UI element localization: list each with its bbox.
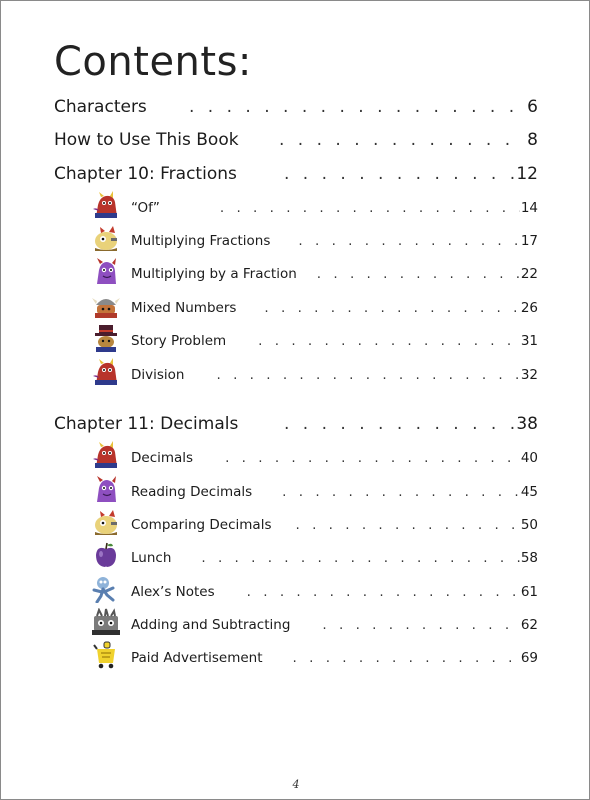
toc-label: “Of” — [131, 200, 160, 216]
purple-apple-icon — [91, 541, 121, 569]
toc-label: Story Problem — [131, 333, 227, 349]
dot-leader — [225, 450, 520, 469]
toc-subentry[interactable] — [91, 641, 538, 669]
dot-leader — [295, 517, 520, 536]
toc-label: Multiplying by a Fraction — [131, 266, 297, 282]
toc-subentry[interactable] — [91, 475, 538, 503]
toc-entry-how-to-use[interactable] — [54, 126, 538, 150]
toc-label: Mixed Numbers — [131, 300, 237, 316]
toc-subentry[interactable] — [91, 441, 538, 469]
toc-label: Characters — [54, 97, 147, 117]
dot-leader — [282, 484, 520, 503]
toc-page-number: 38 — [516, 414, 538, 434]
toc-label: Decimals — [131, 450, 194, 466]
viking-helmet-icon — [91, 291, 121, 319]
toc-page-number: 32 — [520, 367, 538, 383]
toc-label: Reading Decimals — [131, 484, 253, 500]
toc-page-number: 17 — [520, 233, 538, 249]
toc-page-number: 62 — [520, 617, 538, 633]
dot-leader — [322, 617, 520, 636]
toc-page-number: 31 — [520, 333, 538, 349]
dot-leader — [284, 164, 516, 184]
toc-label: Adding and Subtracting — [131, 617, 291, 633]
red-monster-icon — [91, 191, 121, 219]
toc-page-number: 40 — [520, 450, 538, 466]
blue-robot-icon — [91, 575, 121, 603]
gray-machine-icon — [91, 608, 121, 636]
dot-leader — [298, 233, 520, 252]
toc-entry-characters[interactable] — [54, 93, 538, 117]
toc-subentry[interactable] — [91, 541, 538, 569]
page-title: Contents: — [54, 39, 252, 85]
dot-leader — [189, 97, 518, 117]
toc-page-number: 26 — [520, 300, 538, 316]
yellow-creature-icon — [91, 224, 121, 252]
toc-subentry[interactable] — [91, 324, 538, 352]
toc-label: Chapter 11: Decimals — [54, 414, 239, 434]
toc-page-number: 22 — [520, 266, 538, 282]
dot-leader — [217, 367, 521, 386]
dot-leader — [293, 650, 520, 669]
toc-page-number: 69 — [520, 650, 538, 666]
toc-label: Multiplying Fractions — [131, 233, 271, 249]
toc-entry-chapter-11[interactable] — [54, 410, 538, 434]
toc-subentry[interactable] — [91, 291, 538, 319]
dot-leader — [279, 130, 518, 150]
toc-subentry[interactable] — [91, 358, 538, 386]
toc-page-number: 58 — [520, 550, 538, 566]
red-monster-icon — [91, 441, 121, 469]
hatted-character-icon — [91, 324, 121, 352]
dot-leader — [258, 333, 520, 352]
toc-subentry[interactable] — [91, 224, 538, 252]
toc-label: Paid Advertisement — [131, 650, 263, 666]
yellow-creature-icon — [91, 508, 121, 536]
toc-label: Division — [131, 367, 185, 383]
toc-page-number: 6 — [527, 97, 538, 117]
yellow-cart-icon — [91, 641, 121, 669]
toc-subentry[interactable] — [91, 191, 538, 219]
toc-label: Alex’s Notes — [131, 584, 215, 600]
toc-subentry[interactable] — [91, 575, 538, 603]
toc-page-number: 61 — [520, 584, 538, 600]
dot-leader — [284, 414, 516, 434]
toc-subentry[interactable] — [91, 257, 538, 285]
toc-page-number: 8 — [527, 130, 538, 150]
toc-subentry[interactable] — [91, 608, 538, 636]
toc-label: How to Use This Book — [54, 130, 239, 150]
red-monster-icon — [91, 358, 121, 386]
toc-label: Lunch — [131, 550, 172, 566]
toc-page-number: 14 — [520, 200, 538, 216]
toc-entry-chapter-10[interactable] — [54, 160, 538, 184]
toc-page-number: 45 — [520, 484, 538, 500]
dot-leader — [247, 584, 520, 603]
purple-monster-icon — [91, 257, 121, 285]
toc-page-number: 12 — [516, 164, 538, 184]
toc-label: Comparing Decimals — [131, 517, 272, 533]
purple-monster-icon — [91, 475, 121, 503]
page-number-footer: 4 — [292, 778, 300, 791]
dot-leader — [317, 266, 520, 285]
dot-leader — [201, 550, 520, 569]
toc-page-number: 50 — [520, 517, 538, 533]
dot-leader — [220, 200, 520, 219]
dot-leader — [264, 300, 520, 319]
toc-label: Chapter 10: Fractions — [54, 164, 237, 184]
toc-subentry[interactable] — [91, 508, 538, 536]
